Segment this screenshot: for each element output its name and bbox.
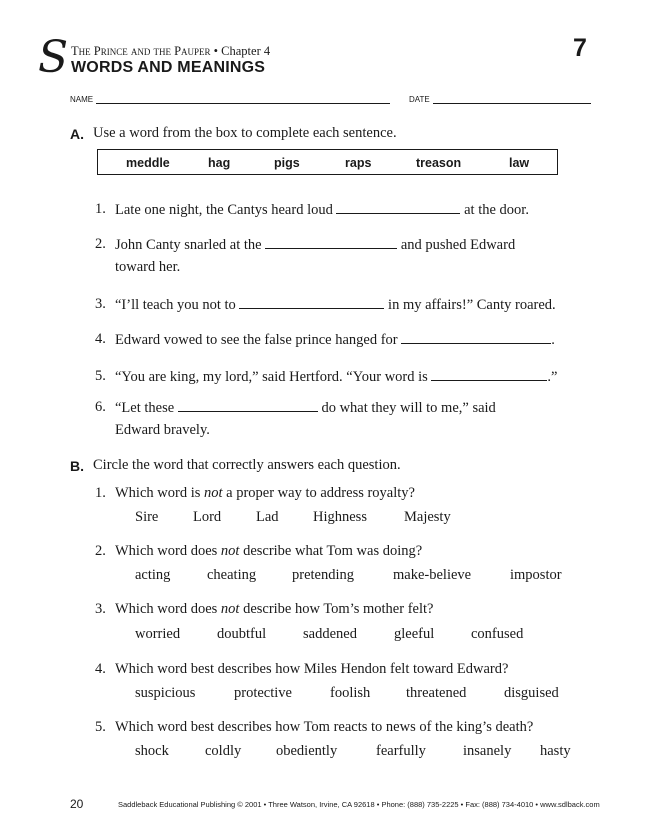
answer-choice[interactable]: doubtful	[217, 626, 267, 642]
answer-blank[interactable]	[265, 236, 397, 249]
question: Which word best describes how Miles Hendon felt toward Edward?	[115, 661, 509, 677]
answer-choice[interactable]: hasty	[540, 743, 571, 759]
publisher-logo: S	[38, 32, 69, 83]
section-a-letter: A.	[70, 126, 84, 142]
sentence: “I’ll teach you not to in my affairs!” Canty roared.	[115, 297, 556, 313]
page-badge: 7	[573, 34, 587, 62]
answer-choice[interactable]: Majesty	[404, 509, 451, 525]
answer-choice[interactable]: Highness	[313, 509, 367, 525]
answer-choice[interactable]: confused	[471, 626, 524, 642]
question: Which word is not a proper way to address royalty?	[115, 485, 415, 501]
item-number: 3.	[95, 601, 106, 617]
item-number: 2.	[95, 236, 106, 252]
answer-choice[interactable]: shock	[135, 743, 169, 759]
answer-choice[interactable]: coldly	[205, 743, 242, 759]
answer-blank[interactable]	[239, 296, 384, 309]
item-number: 4.	[95, 661, 106, 677]
item-number: 1.	[95, 201, 106, 217]
section-a-instruction: Use a word from the box to complete each sentence.	[93, 125, 397, 141]
answer-choice[interactable]: threatened	[406, 685, 467, 701]
word-box-item: meddle	[126, 156, 170, 170]
question: Which word best describes how Tom reacts to news of the king’s death?	[115, 719, 534, 735]
chapter-label: • Chapter 4	[210, 44, 271, 58]
answer-choice[interactable]: impostor	[510, 567, 562, 583]
word-box-item: treason	[416, 156, 462, 170]
word-box-item: pigs	[274, 156, 300, 170]
word-box-item: law	[509, 156, 530, 170]
answer-choice[interactable]: gleeful	[394, 626, 435, 642]
answer-blank[interactable]	[178, 399, 318, 412]
answer-choice[interactable]: disguised	[504, 685, 559, 701]
answer-blank[interactable]	[401, 331, 551, 344]
date-label: DATE	[409, 95, 430, 104]
item-number: 1.	[95, 485, 106, 501]
answer-choice[interactable]: make-believe	[393, 567, 472, 583]
sentence: “You are king, my lord,” said Hertford. “Your word is .”	[115, 369, 558, 385]
answer-choice[interactable]: acting	[135, 567, 171, 583]
item-number: 4.	[95, 331, 106, 347]
publisher-footer: Saddleback Educational Publishing © 2001 • Three Watson, Irvine, CA 92618 • Phone: (888) 735-2225 • Fax: (888) 734-4010 • www.sdlback.com	[118, 800, 600, 809]
answer-choice[interactable]: insanely	[463, 743, 512, 759]
sentence-continuation: toward her.	[115, 259, 181, 275]
answer-choice[interactable]: saddened	[303, 626, 357, 642]
sentence-continuation: Edward bravely.	[115, 422, 210, 438]
section-b-letter: B.	[70, 458, 84, 474]
answer-choice[interactable]: protective	[234, 685, 292, 701]
answer-choice[interactable]: Lord	[193, 509, 222, 525]
sentence: “Let these do what they will to me,” said	[115, 400, 496, 416]
item-number: 6.	[95, 399, 106, 415]
answer-blank[interactable]	[336, 201, 460, 214]
word-box-item: raps	[345, 156, 372, 170]
answer-choice[interactable]: suspicious	[135, 685, 196, 701]
item-number: 3.	[95, 296, 106, 312]
question: Which word does not describe what Tom was doing?	[115, 543, 423, 559]
item-number: 2.	[95, 543, 106, 559]
section-b-instruction: Circle the word that correctly answers each question.	[93, 457, 401, 473]
question: Which word does not describe how Tom’s mother felt?	[115, 601, 434, 617]
name-label: NAME	[70, 95, 94, 104]
book-title: The Prince and the Pauper	[71, 44, 211, 58]
item-number: 5.	[95, 368, 106, 384]
answer-choice[interactable]: cheating	[207, 567, 257, 583]
answer-choice[interactable]: foolish	[330, 685, 371, 701]
worksheet-title: WORDS AND MEANINGS	[71, 59, 266, 76]
answer-choice[interactable]: fearfully	[376, 743, 426, 759]
word-box-item: hag	[208, 156, 231, 170]
sentence: Edward vowed to see the false prince hanged for .	[115, 332, 555, 348]
answer-choice[interactable]: obediently	[276, 743, 338, 759]
answer-choice[interactable]: worried	[135, 626, 181, 642]
sentence: John Canty snarled at the and pushed Edward	[115, 237, 516, 253]
page-number: 20	[70, 797, 84, 811]
date-field[interactable]	[433, 103, 591, 104]
answer-choice[interactable]: pretending	[292, 567, 355, 583]
item-number: 5.	[95, 719, 106, 735]
book-title-line	[71, 44, 270, 59]
answer-choice[interactable]: Lad	[256, 509, 279, 525]
answer-choice[interactable]: Sire	[135, 509, 159, 525]
name-field[interactable]	[96, 103, 390, 104]
answer-blank[interactable]	[431, 368, 547, 381]
sentence: Late one night, the Cantys heard loud at the door.	[115, 202, 529, 218]
